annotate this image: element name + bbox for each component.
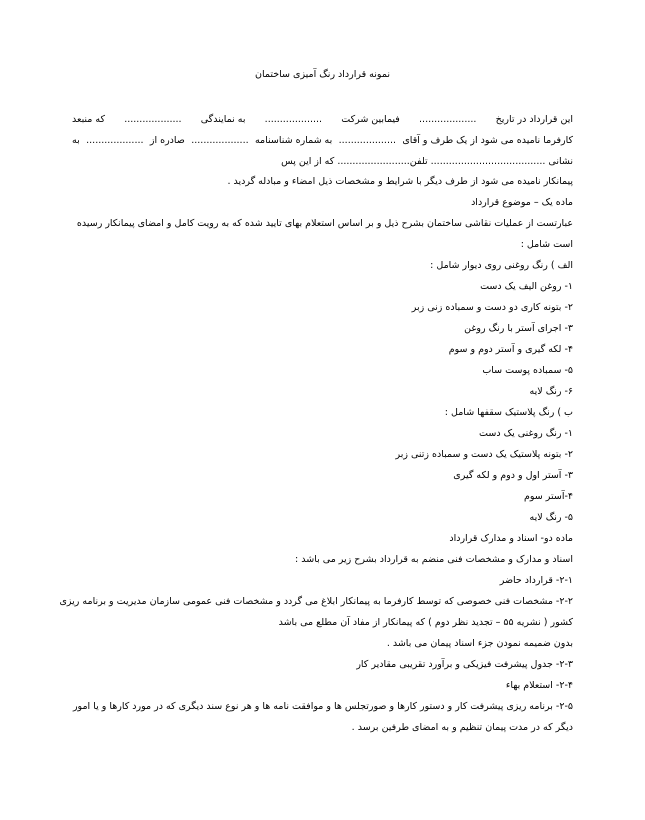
- text-segment: به شماره شناسنامه: [254, 135, 333, 146]
- blank-field: ...................: [86, 135, 144, 146]
- document-title: نمونه قرارداد رنگ آمیزی ساختمان: [255, 69, 390, 80]
- paragraph-text: ۲-۲- مشخصات فنی خصوصی که توسط کارفرما به پیمانکار ابلاغ می گردد و مشخصات فنی عمومی سازمان مدیریت و برنامه ریزی: [59, 596, 573, 607]
- text-segment: این قرارداد در تاریخ: [495, 114, 573, 125]
- parties-line-2: [72, 135, 573, 146]
- article-2-item-continuation: کشور ( نشریه ۵۵ – تجدید نظر دوم ) که پیمانکار از مفاد آن مطلع می باشد: [278, 617, 573, 628]
- section-a-item: ۴- لکه گیری و آستر دوم و سوم: [448, 344, 573, 355]
- article-2-item: ۲-۱- قرارداد حاضر: [499, 575, 573, 586]
- paragraph-text: ۲-۵- برنامه ریزی پیشرفت کار و دستور کارها و صورتجلس ها و موافقت نامه ها و هر نوع سند دیگری که در مورد کارها و یا امور: [72, 701, 573, 712]
- blank-field: ...................: [124, 114, 182, 125]
- section-a-heading: الف ) رنگ روغنی روی دیوار شامل :: [430, 260, 573, 271]
- section-a-item: ۲- بتونه کاری دو دست و سمباده زنی زبر: [411, 302, 573, 313]
- text-segment: کارفرما نامیده می شود از یک طرف و آقای: [402, 135, 573, 146]
- parties-line-4: پیمانکار نامیده می شود از طرف دیگر با شرایط و مشخصات ذیل امضاء و مبادله گردید .: [227, 176, 573, 187]
- section-b-item: ۳- آستر اول و دوم و لکه گیری: [453, 470, 573, 481]
- article-1-intro-line-1: [72, 218, 573, 229]
- section-a-item: ۳- اجرای آستر با رنگ روغن: [464, 323, 573, 334]
- blank-field: ...................: [338, 135, 397, 146]
- parties-line-1: [72, 114, 573, 125]
- blank-field: ...................: [191, 135, 249, 146]
- text-segment: صادره از: [149, 135, 185, 146]
- article-1-heading: ماده یک – موضوع قرارداد: [471, 197, 573, 208]
- section-b-heading: ب ) رنگ پلاستیک سقفها شامل :: [444, 407, 573, 418]
- blank-field: ...................: [264, 114, 323, 125]
- section-b-item: ۵- رنگ لایه: [529, 512, 573, 523]
- text-segment: که منبعد: [72, 114, 106, 125]
- section-a-item: ۱- روغن الیف یک دست: [480, 281, 573, 292]
- section-a-item: ۶- رنگ لایه: [529, 386, 573, 397]
- article-2-heading: ماده دو- اسناد و مدارک قرارداد: [449, 533, 573, 544]
- article-2-item: ۲-۳- جدول پیشرفت فیزیکی و برآورد تقریبی مقادیر کار: [356, 659, 573, 670]
- article-2-item-continuation: دیگر که در مدت پیمان تنظیم و به امضای طرفین برسد .: [351, 722, 573, 733]
- article-2-intro: اسناد و مدارک و مشخصات فنی منضم به قرارداد بشرح زیر می باشد :: [295, 554, 573, 565]
- article-1-intro-line-2: است شامل :: [520, 239, 573, 250]
- section-b-item: ۱- رنگ روغنی یک دست: [479, 428, 573, 439]
- parties-line-3: نشانی ...................................... تلفن........................ که از این پس: [281, 156, 573, 167]
- article-2-item: [59, 596, 573, 607]
- text-segment: به نمایندگی: [200, 114, 246, 125]
- text-segment: به: [72, 135, 80, 146]
- article-2-item: [72, 701, 573, 712]
- paragraph-text: عبارتست از عملیات نقاشی ساختمان بشرح ذیل و بر اساس استعلام بهای تایید شده که به رویت کامل و امضای پیمانکار رسیده: [76, 218, 573, 229]
- section-a-item: ۵- سمباده پوست ساب: [482, 365, 573, 376]
- text-segment: فیمابین شرکت: [341, 114, 400, 125]
- article-2-item-continuation: بدون ضمیمه نمودن جزء اسناد پیمان می باشد .: [386, 638, 573, 649]
- section-b-item: ۲- بتونه پلاستیک یک دست و سمباده زتنی زبر: [395, 449, 573, 460]
- section-b-item: ۴-آستر سوم: [523, 491, 573, 502]
- blank-field: ...................: [419, 114, 477, 125]
- article-2-item: ۲-۴- استعلام بهاء: [505, 680, 573, 691]
